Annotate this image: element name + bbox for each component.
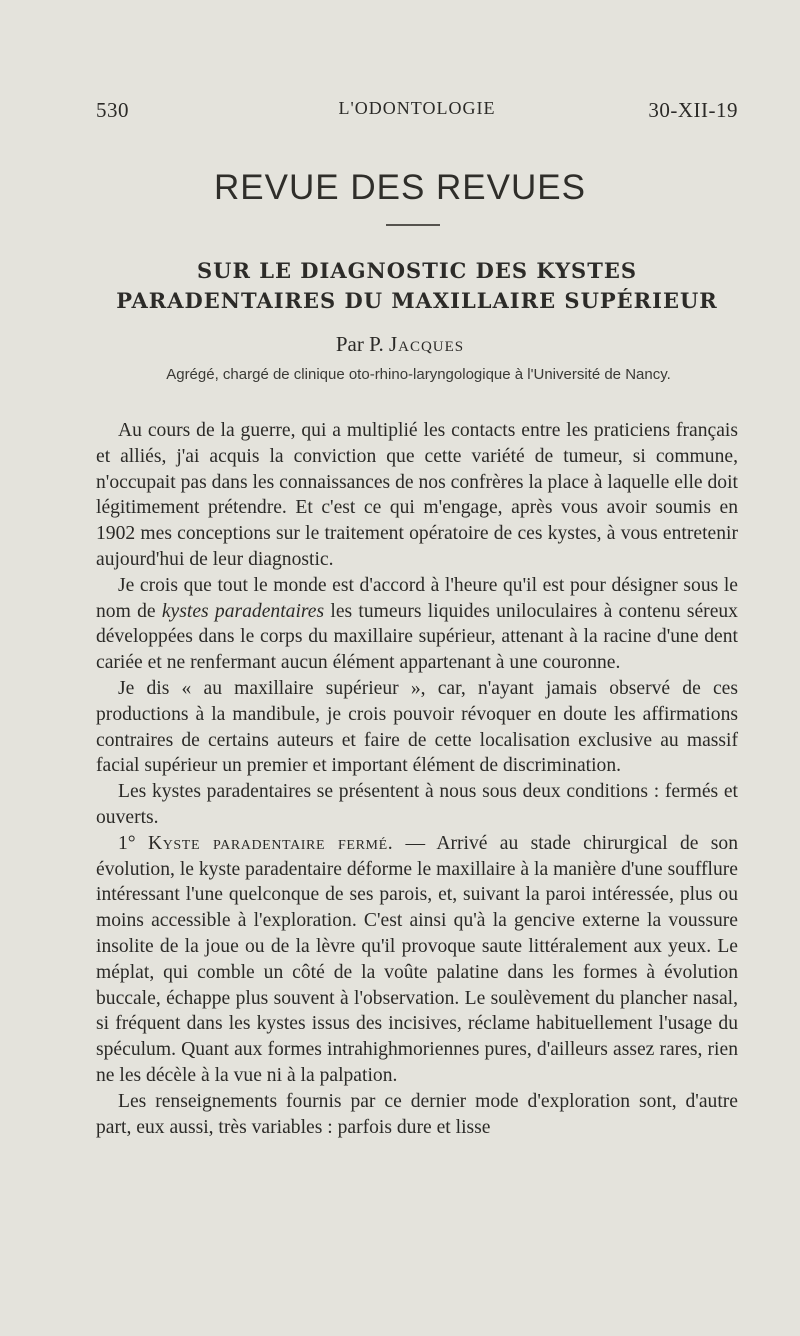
title-divider	[386, 224, 440, 226]
author-name: Jacques	[388, 332, 465, 356]
journal-name: L'ODONTOLOGIE	[338, 98, 496, 118]
article-title-line-2: PARADENTAIRES DU MAXILLAIRE SUPÉRIEUR	[116, 288, 718, 313]
section-title: REVUE DES REVUES	[214, 168, 586, 207]
paragraph-5	[96, 831, 738, 1089]
subsection-heading: Kyste paradentaire fermé.	[147, 832, 394, 854]
paragraph-2-start: Je crois que tout le monde est d'accord à l'heure qu'il est pour désigner sous le nom de	[96, 574, 738, 622]
byline-prefix: Par P.	[335, 332, 389, 356]
article-body	[96, 418, 738, 1140]
running-head	[96, 98, 738, 126]
page-number: 530	[96, 98, 129, 122]
paragraph-1: Au cours de la guerre, qui a multiplié les contacts entre les praticiens français et alliés, j'ai acquis la conviction que cette variété de tumeur, si commune, n'occupait pas dans les connaissances de nos confrères la place à laquelle elle doit légitimement prétendre. Et c'est ce qui m'engage, après vous avoir soumis en 1902 mes conceptions sur le traitement opératoire de ces kystes, à vous entretenir aujourd'hui de leur diagnostic.	[96, 420, 738, 570]
byline	[0, 332, 800, 357]
paragraph-2-end: les tumeurs liquides uniloculaires à contenu séreux développées dans le corps du maxillaire supérieur, attenant à la racine d'une dent cariée et ne renfermant aucun élément appartenant à une couronne.	[96, 600, 738, 674]
issue-date: 30-XII-19	[648, 98, 738, 122]
term-kystes-paradentaires: kystes paradentaires	[161, 600, 325, 622]
paragraph-2	[96, 573, 738, 676]
author-affiliation: Agrégé, chargé de clinique oto-rhino-laryngologique à l'Université de Nancy.	[166, 366, 671, 383]
paragraph-5-text: — Arrivé au stade chirurgical de son évolution, le kyste paradentaire déforme le maxillaire à la manière d'une soufflure intéressant l'une quelconque de ses parois, et, suivant la paroi intéressée, plus ou moins accessible à l'exploration. C'est ainsi qu'à la gencive externe la voussure insolite de la joue ou de la lèvre qu'il provoque saute littéralement aux yeux. Le méplat, qui comble un côté de la voûte palatine dans les formes à évolution buccale, échappe plus souvent à l'observation. Le soulèvement du plancher nasal, si fréquent dans les kystes issus des incisives, réclame habituellement l'usage du spéculum. Quant aux formes intrahighmoriennes pures, d'ailleurs assez rares, rien ne les décèle à la vue ni à la palpation.	[96, 832, 738, 1086]
paragraph-3: Je dis « au maxillaire supérieur », car, n'ayant jamais observé de ces productions à la mandibule, je crois pouvoir révoquer en doute les affirmations contraires de certains auteurs et faire de cette localisation exclusive au massif facial supérieur un premier et important élément de discrimination.	[96, 677, 738, 777]
subsection-number: 1°	[118, 832, 148, 854]
paragraph-6: Les renseignements fournis par ce dernier mode d'exploration sont, d'autre part, eux aussi, très variables : parfois dure et lisse	[96, 1090, 738, 1138]
article-title-line-1: SUR LE DIAGNOSTIC DES KYSTES	[196, 258, 638, 283]
paragraph-4: Les kystes paradentaires se présentent à nous sous deux conditions : fermés et ouverts.	[96, 781, 738, 828]
article-title	[92, 256, 742, 316]
